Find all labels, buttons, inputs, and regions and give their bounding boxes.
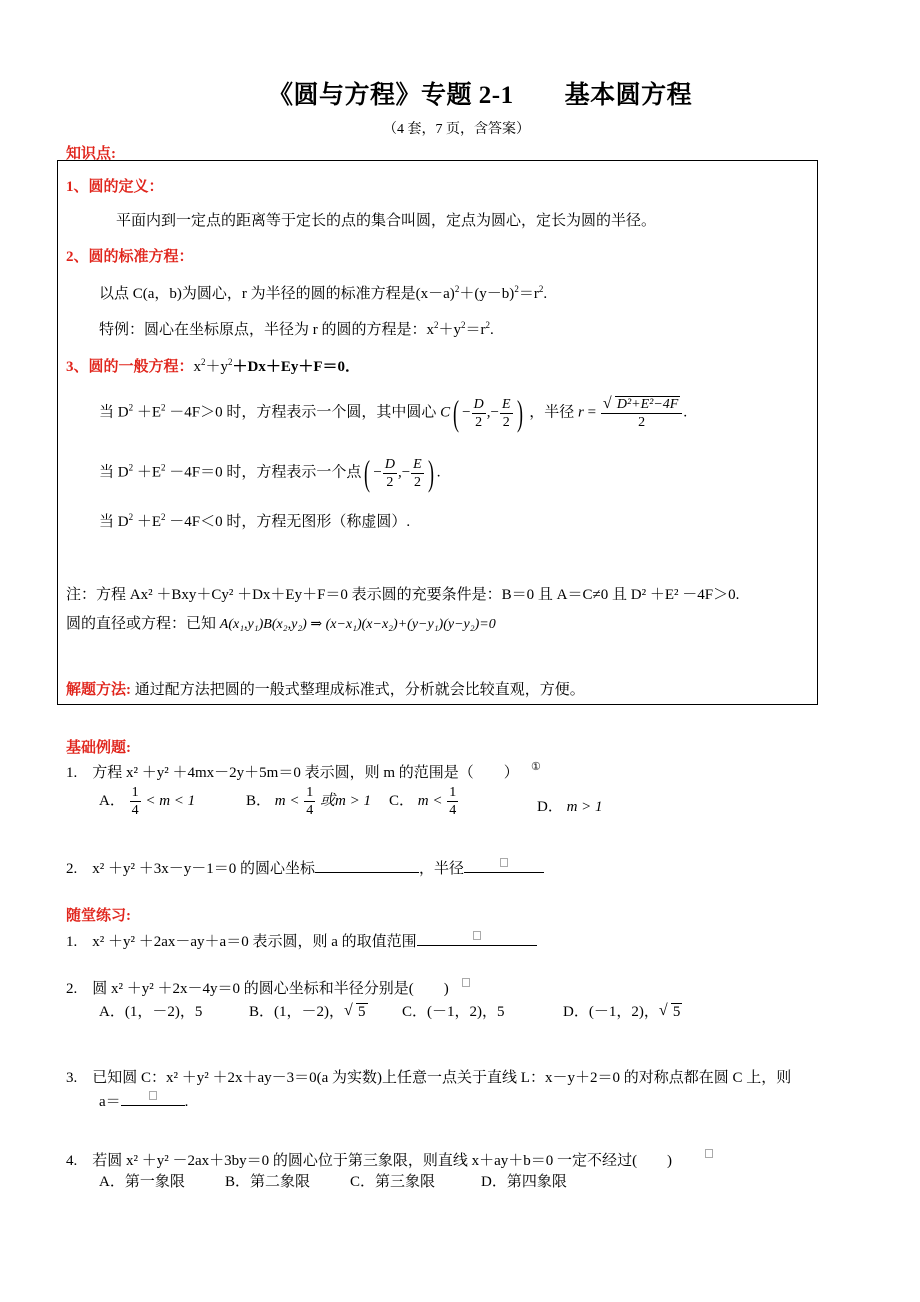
practice-2-question: 2. 圆 x² ＋y² ＋2x－4y＝0 的圆心坐标和半径分别是( ): [66, 981, 449, 997]
page-subtitle: （4 套，7 页，含答案）: [383, 122, 530, 137]
origin-special-case-line: 特例：圆心在坐标原点，半径为 r 的圆的方程是：$x^2+y^2=r^2$.: [99, 320, 494, 338]
practice-4-question: 4. 若圆 x² ＋y² －2ax＋3by＝0 的圆心位于第三象限，则直线 x＋ay＋b＝0 一定不经过( ): [66, 1153, 673, 1169]
section-1-text: 平面内到一定点的距离等于定长的点的集合叫圆，定点为圆心，定长为圆的半径。: [116, 213, 657, 229]
answer-blank[interactable]: [315, 858, 419, 873]
answer-marker: ①: [531, 761, 541, 773]
example-1-option-b[interactable]: B． m < $\frac{1}{4}$ 或m > 1: [246, 785, 371, 818]
example-1-option-c[interactable]: C． m < $\frac{1}{4}$: [389, 785, 457, 818]
example-1-option-d[interactable]: D． m > 1: [537, 799, 603, 815]
practice-label: 随堂练习:: [66, 908, 131, 924]
case-zero-line: 当 $D^2 +E^2 -4F=0$ 时，方程表示一个点( − $\frac{D}{2}$ ,− $\frac{E}{2}$ ) .: [99, 453, 441, 493]
general-equation-line: 3、圆的一般方程：$x^2+y^2+Dx+Ey+F=0$．: [66, 357, 361, 375]
example-1-option-a[interactable]: A． $\frac{1}{4}$ < m < 1: [99, 785, 196, 818]
case-negative-line: 当 $D^2 +E^2 -4F<0$ 时，方程无图形（称虚圆）.: [99, 512, 411, 530]
answer-blank[interactable]: [464, 858, 544, 873]
practice-2-option-d[interactable]: D．(－1，2)， √ 5: [563, 1002, 681, 1020]
answer-blank[interactable]: [121, 1091, 185, 1106]
example-2-question: 2. x² ＋y² ＋3x－y－1＝0 的圆心坐标 ，半径: [66, 857, 544, 878]
practice-3-question: 3. 已知圆 C：x² ＋y² ＋2x＋ay－3＝0(a 为实数)上任意一点关于直线 L：x－y＋2＝0 的对称点都在圆 C 上，则: [66, 1070, 792, 1086]
page-title: 《圆与方程》专题 2-1 基本圆方程: [268, 82, 693, 109]
practice-2-option-c[interactable]: C．(－1，2)，5: [402, 1004, 505, 1020]
answer-blank[interactable]: [417, 931, 537, 946]
section-2-title: 2、圆的标准方程：: [66, 249, 194, 265]
note-condition: 注：方程 Ax² ＋Bxy＋Cy² ＋Dx＋Ey＋F＝0 表示圆的充要条件是：B＝0 且 A＝C≠0 且 D² ＋E² －4F＞0.: [66, 587, 740, 603]
note-diameter-equation: 圆的直径或方程：已知 A(x₁,y₁)B(x₂,y₂) ⇒ (x−x₁)(x−x₂)+(y−y₁)(y−y₂)=0: [66, 616, 496, 632]
practice-4-option-b[interactable]: B．第二象限: [225, 1174, 311, 1190]
method-line: 解题方法: 通过配方法把圆的一般式整理成标准式，分析就会比较直观，方便。: [66, 682, 585, 698]
practice-4-option-a[interactable]: A．第一象限: [99, 1174, 185, 1190]
practice-4-option-d[interactable]: D．第四象限: [481, 1174, 567, 1190]
practice-3-answer-line: a＝ .: [99, 1090, 188, 1111]
practice-1-question: 1. x² ＋y² ＋2ax－ay＋a＝0 表示圆，则 a 的取值范围: [66, 930, 537, 951]
standard-equation-line: 以点 C(a，b)为圆心，r 为半径的圆的标准方程是$(x-a)^2+(y-b)^2=r^2$.: [99, 284, 548, 302]
practice-4-option-c[interactable]: C．第三象限: [350, 1174, 436, 1190]
case-positive-line: 当 $D^2 +E^2 -4F>0$ 时，方程表示一个圆，其中圆心 C( − $\frac{D}{2}$ ,− $\frac{E}{2}$ ) ，半径 r = √ D²+E²−4F 2 .: [99, 393, 688, 433]
practice-2-option-a[interactable]: A．(1，－2)，5: [99, 1004, 203, 1020]
practice-2-option-b[interactable]: B．(1，－2)， √ 5: [249, 1002, 366, 1020]
examples-label: 基础例题:: [66, 740, 131, 756]
example-1-question: 1. 方程 x² ＋y² ＋4mx－2y＋5m＝0 表示圆，则 m 的范围是（ ）: [66, 765, 519, 781]
section-1-title: 1、圆的定义：: [66, 179, 164, 195]
knowledge-label: 知识点:: [66, 146, 116, 162]
